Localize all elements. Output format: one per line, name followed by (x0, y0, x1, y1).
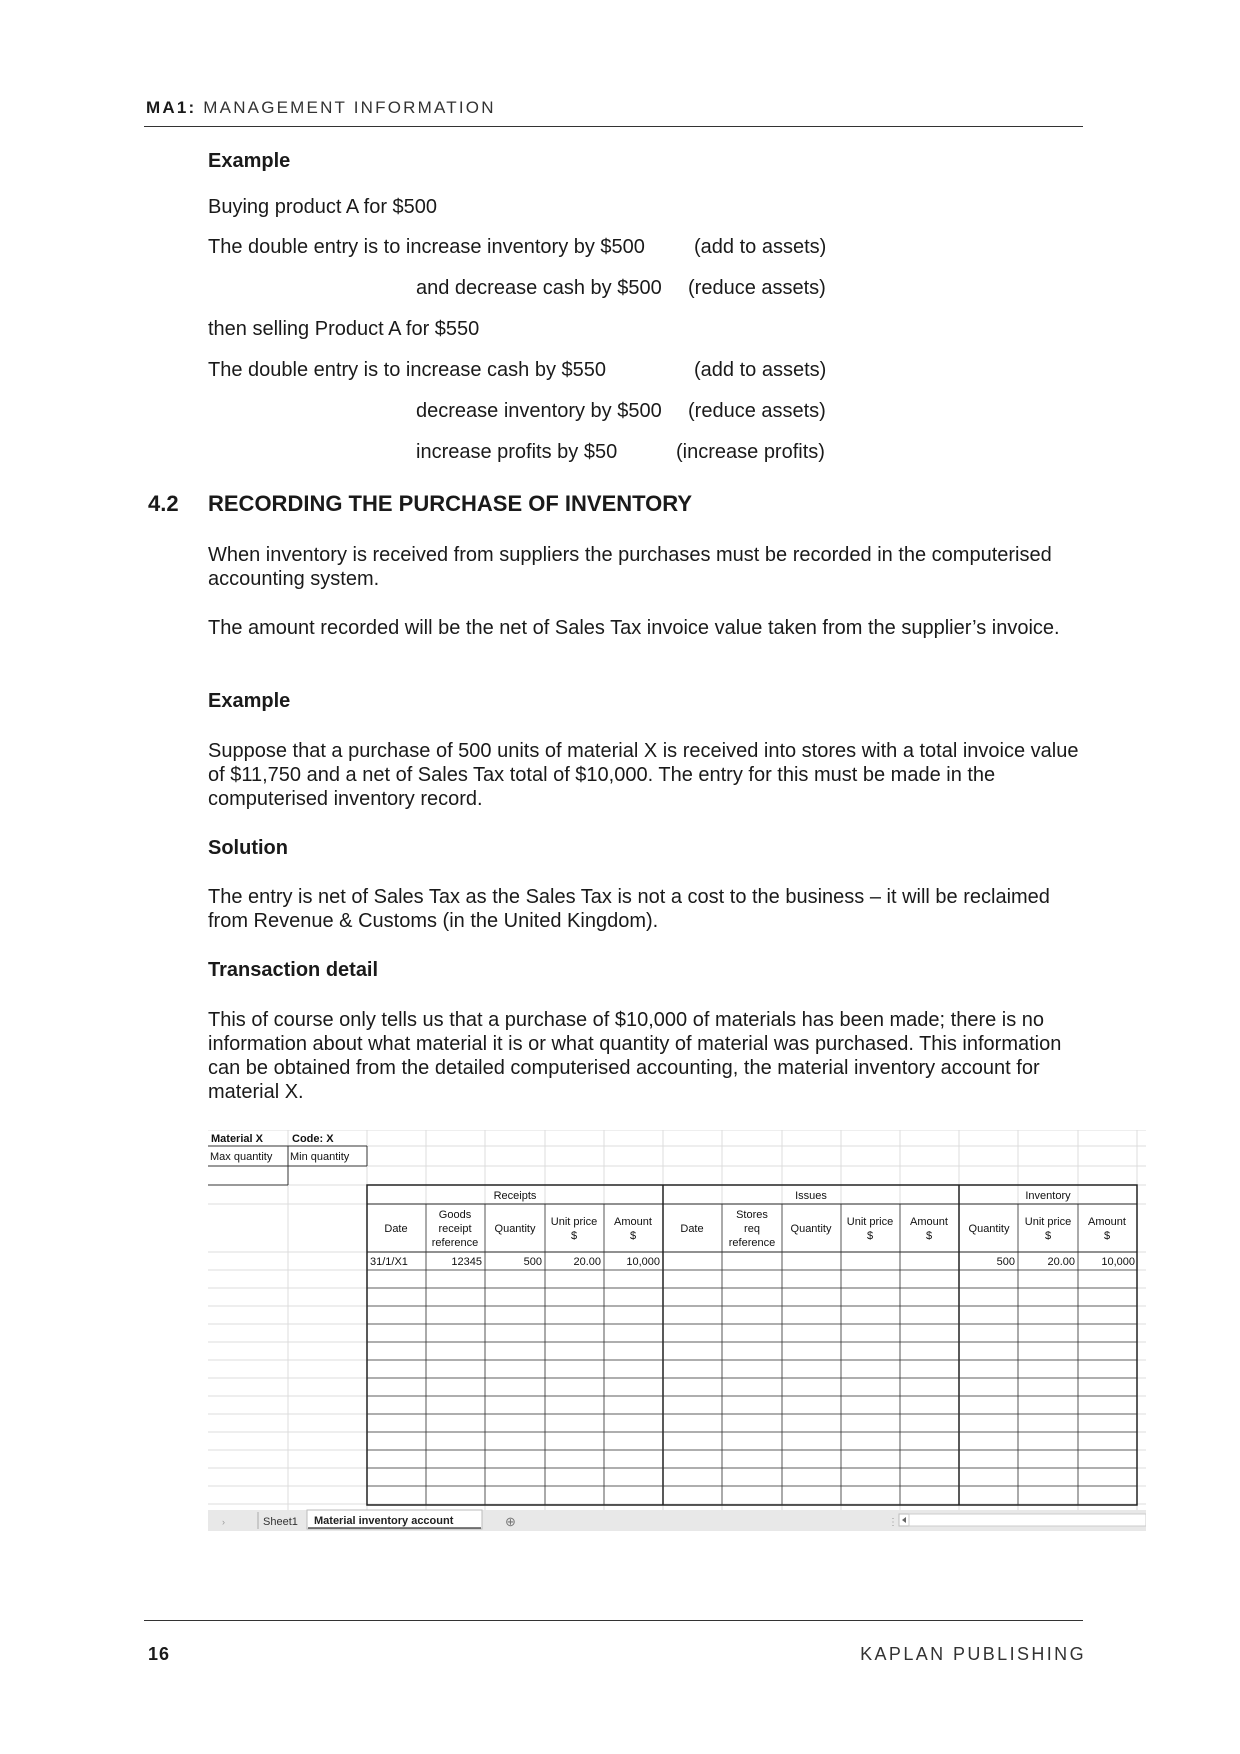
receipts-header: Receipts (493, 1190, 537, 1202)
active-sheet-tab-label[interactable]: Material inventory account (314, 1515, 454, 1527)
tab-splitter-icon[interactable]: ⋮ (888, 1517, 898, 1528)
example-heading-2: Example (208, 690, 291, 712)
receipts-amount-header: Amount (614, 1216, 652, 1228)
cell-inventory-quantity: 500 (996, 1256, 1015, 1268)
issues-quantity-header: Quantity (790, 1223, 832, 1235)
receipts-unit-price-currency: $ (570, 1230, 578, 1242)
double-entry-1: The double entry is to increase inventory by $500 (208, 236, 645, 258)
horizontal-scrollbar[interactable] (909, 1514, 1146, 1526)
paragraph-5: This of course only tells us that a purchase of $10,000 of materials has been made; there is no information about what material it is or what quantity of material was purchased. This information can be obtained from the detailed computerised accounting, the material inventory account for material X. (208, 1009, 1062, 1103)
solution-heading: Solution (208, 837, 288, 859)
paragraph-3: Suppose that a purchase of 500 units of material X is received into stores with a total invoice value of $11,750 and a net of Sales Tax total of $10,000. The entry for this must be made in the computerised inventory record. (208, 740, 1079, 810)
double-entry-4-note: (reduce assets) (688, 400, 826, 422)
cell-grn: 12345 (451, 1256, 482, 1268)
double-entry-2-note: (reduce assets) (688, 277, 826, 299)
inventory-header: Inventory (1025, 1190, 1071, 1202)
min-quantity-label: Min quantity (290, 1151, 350, 1163)
double-entry-3: The double entry is to increase cash by $550 (208, 359, 607, 381)
header-code: MA1: (146, 98, 197, 117)
max-quantity-label: Max quantity (210, 1151, 273, 1163)
header-title: MANAGEMENT INFORMATION (203, 98, 496, 117)
issues-header: Issues (795, 1190, 827, 1202)
issues-amount-currency: $ (925, 1230, 933, 1242)
paragraph-4: The entry is net of Sales Tax as the Sales Tax is not a cost to the business – it will be reclaimed from Revenue & Customs (in the United Kingdom). (208, 886, 1050, 932)
double-entry-4: decrease inventory by $500 (416, 400, 662, 422)
inventory-unit-price-header: Unit price (1024, 1216, 1072, 1228)
stores-header-3: reference (728, 1237, 776, 1249)
double-entry-5: increase profits by $50 (416, 441, 618, 463)
section-number: 4.2 (148, 491, 179, 516)
receipts-quantity-header: Quantity (494, 1223, 536, 1235)
goods-header-3: reference (431, 1237, 479, 1249)
double-entry-3-note: (add to assets) (694, 359, 827, 381)
running-header (146, 98, 496, 118)
publisher-name: KAPLAN PUBLISHING (860, 1644, 1086, 1664)
header-rule (144, 126, 1083, 127)
inventory-quantity-header: Quantity (968, 1223, 1010, 1235)
scroll-left-icon[interactable]: › (222, 1517, 225, 1527)
issues-unit-price-currency: $ (866, 1230, 874, 1242)
paragraph-1: When inventory is received from suppliers the purchases must be recorded in the computerised accounting system. (208, 544, 1052, 590)
inventory-unit-price-currency: $ (1044, 1230, 1052, 1242)
cell-inventory-unit-price: 20.00 (1047, 1256, 1075, 1268)
stores-header-1: Stores (736, 1209, 768, 1221)
stores-header-2: req (744, 1223, 760, 1235)
cell-inventory-amount: 10,000 (1101, 1256, 1135, 1268)
inventory-amount-currency: $ (1103, 1230, 1111, 1242)
paragraph-2: The amount recorded will be the net of Sales Tax invoice value taken from the supplier’s invoice. (208, 617, 1060, 639)
receipts-amount-currency: $ (629, 1230, 637, 1242)
material-label: Material X (211, 1133, 263, 1145)
double-entry-5-note: (increase profits) (676, 441, 825, 463)
cell-amount: 10,000 (626, 1256, 660, 1268)
receipts-date-header: Date (384, 1223, 408, 1235)
double-entry-1-note: (add to assets) (694, 236, 827, 258)
transaction-heading: Transaction detail (208, 959, 379, 981)
buy-line: Buying product A for $500 (208, 196, 438, 218)
add-sheet-icon[interactable]: ⊕ (505, 1514, 516, 1529)
section-title: RECORDING THE PURCHASE OF INVENTORY (208, 491, 693, 516)
issues-date-header: Date (680, 1223, 704, 1235)
issues-amount-header: Amount (910, 1216, 948, 1228)
goods-header-2: receipt (438, 1223, 472, 1235)
example-heading: Example (208, 150, 291, 172)
issues-unit-price-header: Unit price (846, 1216, 894, 1228)
page-number: 16 (148, 1644, 171, 1664)
code-label: Code: X (292, 1133, 334, 1145)
cell-quantity: 500 (523, 1256, 542, 1268)
footer-rule (144, 1620, 1083, 1621)
spreadsheet-grid (208, 1130, 1146, 1531)
sell-line: then selling Product A for $550 (208, 318, 480, 340)
spreadsheet-screenshot (208, 1130, 1146, 1531)
goods-header-1: Goods (438, 1209, 472, 1221)
inventory-amount-header: Amount (1088, 1216, 1126, 1228)
cell-unit-price: 20.00 (573, 1256, 601, 1268)
double-entry-2: and decrease cash by $500 (416, 277, 662, 299)
sheet1-tab[interactable]: Sheet1 (263, 1516, 298, 1528)
receipts-unit-price-header: Unit price (550, 1216, 598, 1228)
cell-date: 31/1/X1 (370, 1256, 408, 1268)
